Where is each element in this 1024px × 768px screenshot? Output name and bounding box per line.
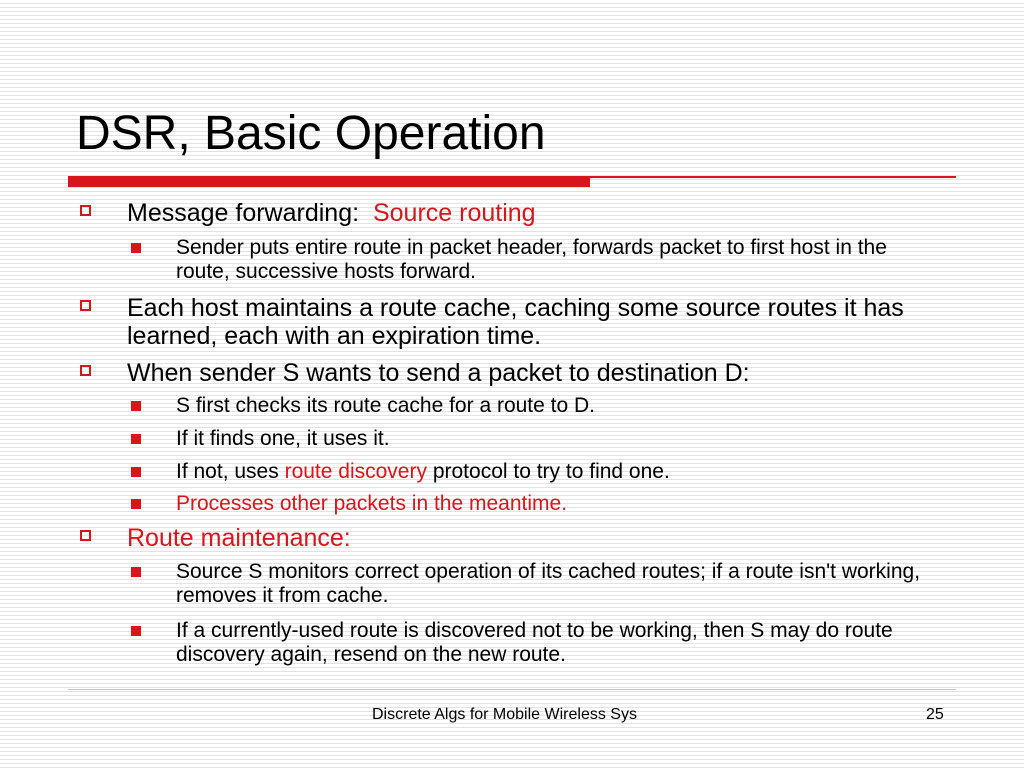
title-underline-thick (68, 176, 590, 187)
bullet-text: Each host maintains a route cache, caching some source routes it has learned, each with an expiration time. (127, 294, 904, 350)
sub-bullet-highlight: route discovery (284, 460, 427, 483)
page-number: 25 (926, 706, 944, 723)
hollow-square-icon (80, 365, 91, 376)
sub-bullet-text: S first checks its route cache for a route to D. (176, 394, 596, 417)
hollow-square-icon (80, 300, 91, 311)
slide-title: DSR, Basic Operation (76, 107, 546, 160)
sub-bullet-text: Sender puts entire route in packet header, forwards packet to first host in the route, successive hosts forward. (176, 236, 887, 283)
bullet-route-maintenance (127, 524, 927, 552)
sub-bullet (176, 560, 936, 608)
sub-bullet (176, 236, 936, 284)
footer-text: Discrete Algs for Mobile Wireless Sys (372, 706, 637, 723)
sub-bullet-text: If it finds one, it uses it. (176, 427, 390, 450)
footer-divider (68, 689, 956, 690)
sub-bullet-text: Processes other packets in the meantime. (176, 492, 568, 515)
bullet-highlight: Source routing (372, 199, 536, 227)
title-underline-thin (590, 176, 956, 178)
filled-square-icon (131, 626, 141, 636)
sub-bullet-text: If a currently-used route is discovered not to be working, then S may do route discovery again, resend on the new route. (176, 619, 893, 666)
sub-bullet-before: If not, uses (176, 460, 279, 483)
filled-square-icon (131, 243, 141, 253)
bullet-route-cache (127, 294, 927, 350)
bullet-message-forwarding (127, 199, 927, 227)
bullet-text: When sender S wants to send a packet to destination D: (127, 359, 750, 387)
sub-bullet-text: Source S monitors correct operation of its cached routes; if a route isn't working, removes it from cache. (176, 560, 921, 607)
sub-bullet-after: protocol to try to find one. (432, 460, 670, 483)
sub-bullet (176, 492, 936, 516)
bullet-when-sender (127, 359, 927, 387)
filled-square-icon (131, 499, 141, 509)
hollow-square-icon (80, 205, 91, 216)
filled-square-icon (131, 434, 141, 444)
filled-square-icon (131, 567, 141, 577)
sub-bullet (176, 460, 936, 484)
sub-bullet (176, 394, 936, 418)
hollow-square-icon (80, 530, 91, 541)
bullet-text: Route maintenance: (127, 524, 351, 552)
sub-bullet (176, 619, 936, 667)
filled-square-icon (131, 401, 141, 411)
filled-square-icon (131, 467, 141, 477)
sub-bullet (176, 427, 936, 451)
bullet-text: Message forwarding: (127, 199, 360, 227)
